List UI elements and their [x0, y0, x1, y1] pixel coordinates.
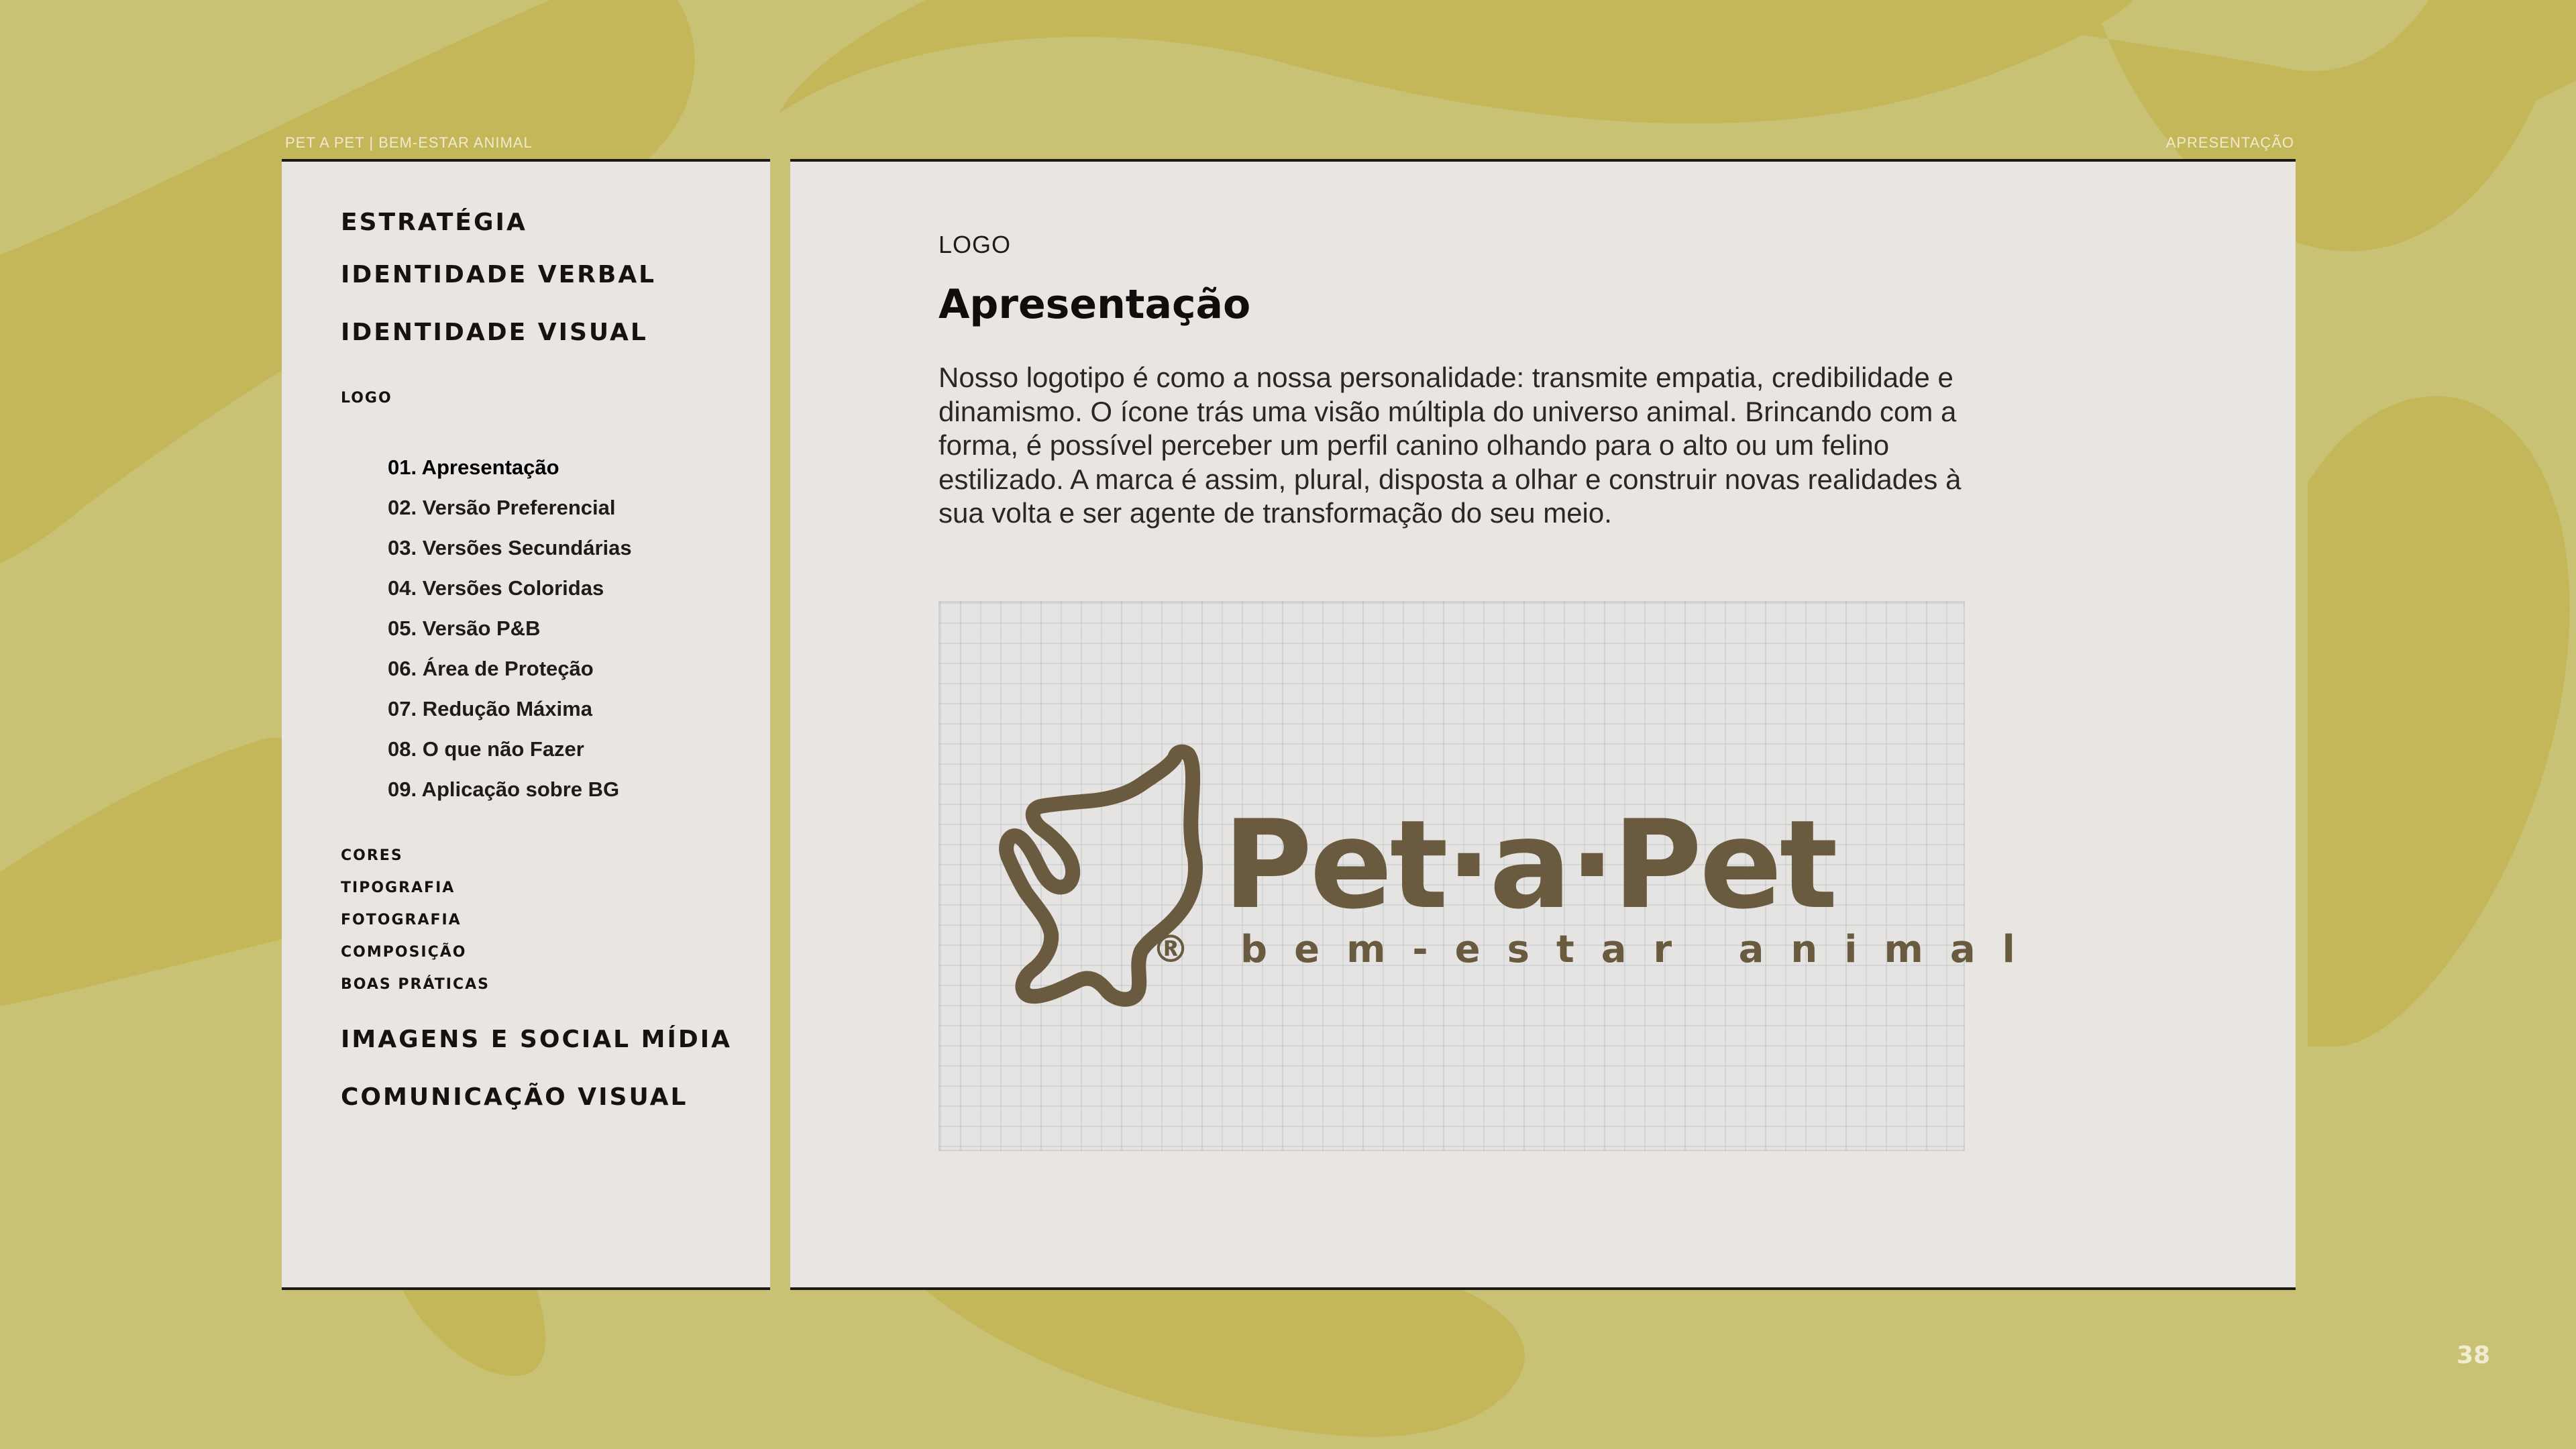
bg-shape-bottom-left — [402, 1290, 545, 1376]
nav-sub-boas-praticas[interactable]: BOAS PRÁTICAS — [341, 976, 490, 993]
nav-item-versoes-secundarias[interactable]: 03. Versões Secundárias — [388, 536, 632, 559]
registered-mark: ® — [1152, 928, 1189, 971]
nav-section-strategy[interactable]: ESTRATÉGIA — [341, 209, 527, 236]
nav-section-social-media[interactable]: IMAGENS E SOCIAL MÍDIA — [341, 1026, 732, 1053]
logo-tagline: bem-estar animal — [1240, 928, 2042, 971]
nav-item-versoes-coloridas[interactable]: 04. Versões Coloridas — [388, 576, 604, 600]
nav-sub-cores[interactable]: CORES — [341, 847, 403, 864]
header-brand-label: PET A PET | BEM-ESTAR ANIMAL — [285, 134, 533, 151]
nav-section-visual-communication[interactable]: COMUNICAÇÃO VISUAL — [341, 1083, 688, 1111]
content-panel — [790, 159, 2296, 1290]
bg-shape-left — [0, 738, 282, 1006]
bg-shape-bottom — [926, 1290, 1525, 1437]
nav-section-verbal-identity[interactable]: IDENTIDADE VERBAL — [341, 261, 657, 288]
nav-section-visual-identity[interactable]: IDENTIDADE VISUAL — [341, 319, 648, 346]
bg-shape-top-center — [778, 0, 2133, 123]
nav-sub-composicao[interactable]: COMPOSIÇÃO — [341, 944, 467, 961]
nav-item-aplicacao-bg[interactable]: 09. Aplicação sobre BG — [388, 777, 620, 801]
nav-sub-tipografia[interactable]: TIPOGRAFIA — [341, 879, 455, 896]
nav-item-apresentacao[interactable]: 01. Apresentação — [388, 455, 559, 479]
nav-item-area-protecao[interactable]: 06. Área de Proteção — [388, 657, 594, 680]
nav-item-o-que-nao-fazer[interactable]: 08. O que não Fazer — [388, 737, 584, 761]
logo-construction-grid — [938, 601, 2042, 1151]
body-paragraph: Nosso logotipo é como a nossa personalidade: transmite empatia, credibilidade e dinamismo. O ícone trás uma visão múltipla do universo animal. Brincando com a forma, é possível perceber um perfil canino olhando para o alto ou um felino estilizado. A marca é assim, plural, disposta a olhar e construir novas realidades à sua volta e ser agente de transformação do seu meio. — [938, 362, 1962, 529]
nav-sub-fotografia[interactable]: FOTOGRAFIA — [341, 912, 462, 928]
page-title: Apresentação — [938, 281, 1251, 328]
nav-item-versao-preferencial[interactable]: 02. Versão Preferencial — [388, 496, 616, 519]
section-kicker: LOGO — [938, 231, 1012, 258]
logo-wordmark: Pet·a·Pet — [1223, 794, 1835, 936]
nav-item-reducao-maxima[interactable]: 07. Redução Máxima — [388, 697, 592, 720]
nav-group-logo[interactable]: LOGO — [341, 390, 392, 407]
sidebar-navigation — [282, 159, 770, 1290]
page-number: 38 — [2457, 1342, 2491, 1369]
nav-item-versao-pb[interactable]: 05. Versão P&B — [388, 616, 541, 640]
header-section-label: APRESENTAÇÃO — [2165, 134, 2294, 151]
bg-shape-right — [2308, 396, 2570, 1046]
